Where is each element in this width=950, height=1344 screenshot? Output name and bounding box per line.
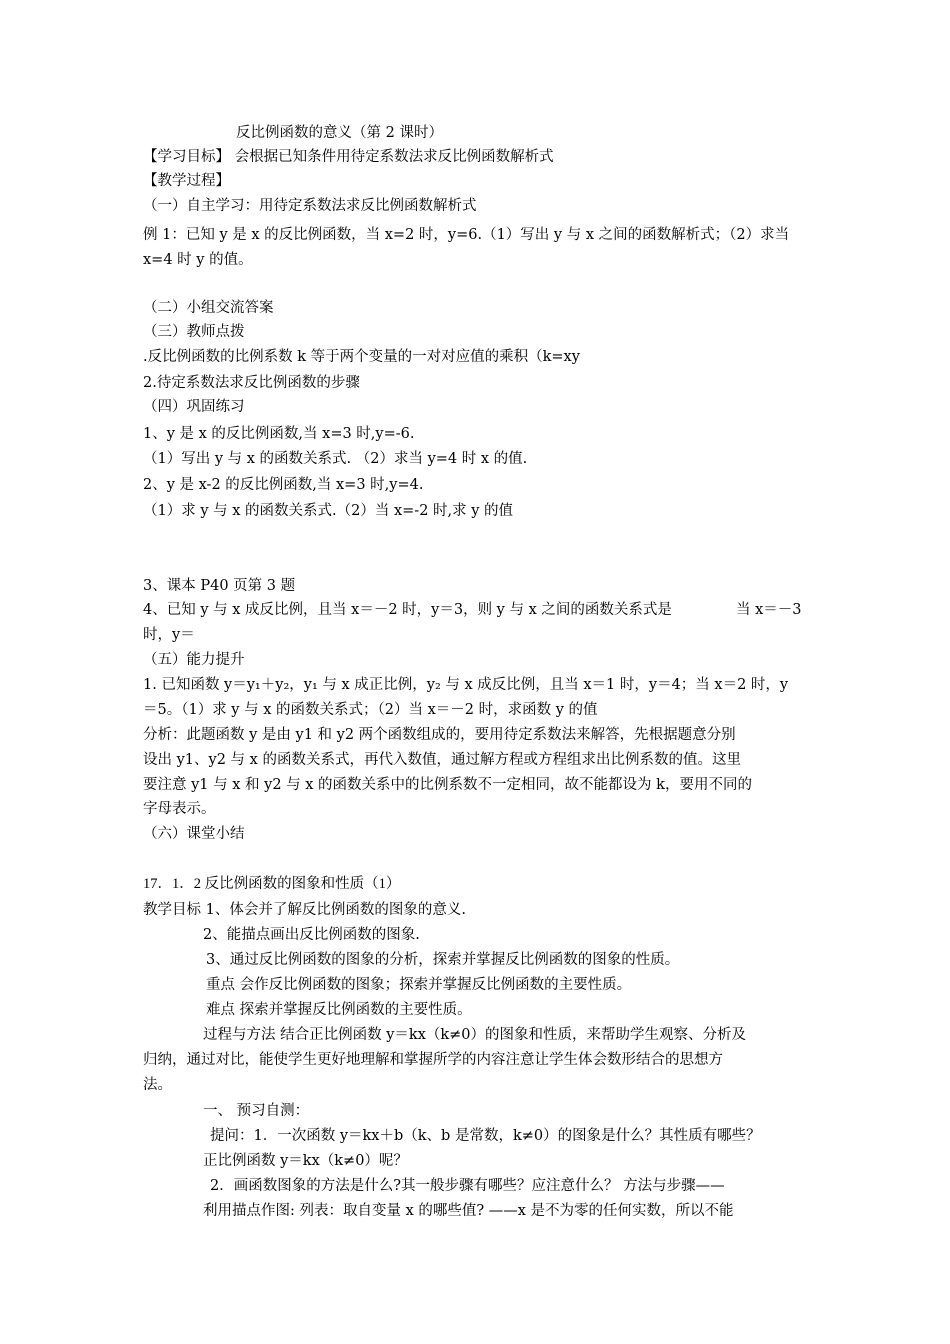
exercise-line: （1）求 y 与 x 的函数关系式.（2）当 x=-2 时,求 y 的值	[143, 503, 514, 519]
text-line: 2.待定系数法求反比例函数的步骤	[143, 375, 360, 391]
lesson-title: 17．1．2 反比例函数的图象和性质（1）	[143, 876, 401, 892]
teaching-objective: 教学目标 1、体会并了解反比例函数的图象的意义.	[143, 902, 466, 918]
learning-objective: 【学习目标】 会根据已知条件用待定系数法求反比例函数解析式	[143, 149, 554, 165]
preview-heading: 一、 预习自测：	[203, 1103, 310, 1119]
question-line: 提问：1．一次函数 y＝kx＋b（k、b 是常数，k≠0）的图象是什么？其性质有哪些？	[210, 1128, 761, 1144]
subsection-heading: （一）自主学习：用待定系数法求反比例函数解析式	[143, 198, 477, 214]
subsection-heading: （三）教师点拨	[143, 324, 245, 340]
section-heading: 【教学过程】	[143, 173, 230, 189]
teaching-objective: 3、通过反比例函数的图象的分析，探索并掌握反比例函数的图象的性质。	[206, 952, 680, 968]
subsection-heading: （五）能力提升	[143, 652, 245, 668]
example-line: 例 1：已知 y 是 x 的反比例函数，当 x=2 时，y=6.（1）写出 y 与 x 之间的函数解析式；（2）求当	[143, 227, 790, 243]
method-line: 过程与方法 结合正比例函数 y＝kx（k≠0）的图象和性质，来帮助学生观察、分析及	[203, 1027, 747, 1043]
exercise-line: （1）写出 y 与 x 的函数关系式. （2）求当 y=4 时 x 的值.	[143, 451, 528, 467]
problem-line: ＝5。（1）求 y 与 x 的函数关系式；（2）当 x＝－2 时，求函数 y 的值	[143, 702, 598, 718]
subsection-heading: （四）巩固练习	[143, 399, 245, 415]
method-line: 法。	[143, 1077, 172, 1093]
lesson-title: 反比例函数的意义（第 2 课时）	[236, 125, 443, 141]
subsection-heading: （六）课堂小结	[143, 826, 245, 842]
problem-line: 1. 已知函数 y＝y₁＋y₂，y₁ 与 x 成正比例，y₂ 与 x 成反比例，且当 x＝1 时，y＝4；当 x＝2 时，y	[143, 677, 789, 693]
text-line: .反比例函数的比例系数 k 等于两个变量的一对对应值的乘积（k=xy	[143, 349, 580, 365]
exercise-line: 时，y＝	[143, 627, 195, 643]
exercise-line: 当 x＝－3	[736, 602, 802, 618]
question-line: 2．画函数图象的方法是什么?其一般步骤有哪些？应注意什么？ 方法与步骤——	[210, 1178, 725, 1194]
analysis-line: 要注意 y1 与 x 和 y2 与 x 的函数关系中的比例系数不一定相同，故不能都设为 k，要用不同的	[143, 777, 752, 793]
question-line: 正比例函数 y＝kx（k≠0）呢？	[203, 1153, 408, 1169]
subsection-heading: （二）小组交流答案	[143, 300, 274, 316]
exercise-line: 4、已知 y 与 x 成反比例，且当 x＝－2 时，y＝3，则 y 与 x 之间的函数关系式是	[143, 602, 672, 618]
example-line: x=4 时 y 的值。	[143, 252, 253, 268]
analysis-line: 设出 y1、y2 与 x 的函数关系式，再代入数值，通过解方程或方程组求出比例系数的值。这里	[143, 752, 741, 768]
method-line: 归纳，通过对比，能使学生更好地理解和掌握所学的内容注意让学生体会数形结合的思想方	[143, 1052, 723, 1068]
teaching-objective: 2、能描点画出反比例函数的图象.	[203, 927, 420, 943]
analysis-line: 分析：此题函数 y 是由 y1 和 y2 两个函数组成的，要用待定系数法来解答，先根据题意分别	[143, 727, 736, 743]
key-point: 重点 会作反比例函数的图象；探索并掌握反比例函数的主要性质。	[206, 977, 632, 993]
difficulty-point: 难点 探索并掌握反比例函数的主要性质。	[206, 1002, 472, 1018]
exercise-line: 3、课本 P40 页第 3 题	[143, 578, 296, 594]
analysis-line: 字母表示。	[143, 801, 216, 817]
exercise-line: 2、y 是 x-2 的反比例函数,当 x=3 时,y=4.	[143, 477, 424, 493]
question-line: 利用描点作图: 列表：取自变量 x 的哪些值? ——x 是不为零的任何实数，所以不能	[203, 1203, 734, 1219]
exercise-line: 1、y 是 x 的反比例函数,当 x=3 时,y=-6.	[143, 426, 415, 442]
